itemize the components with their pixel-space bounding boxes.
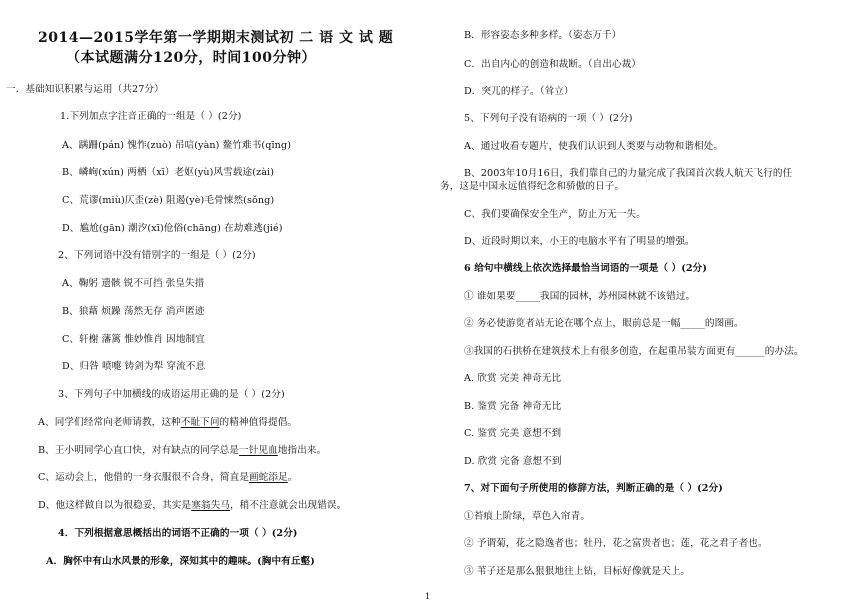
question-6-option-c: C. 鉴赏 完美 意想不到 — [464, 428, 562, 439]
question-2-option-d: D、归咎 喷嚏 铸剑为犁 穿流不息 — [62, 361, 206, 372]
question-1-stem: 1.下列加点字注音正确的一组是（ ）(2分) — [60, 111, 242, 122]
question-3-option-d: D、他这样做自以为很稳妥，其实是塞翁失马，稍不注意就会出现错误。 — [38, 500, 347, 511]
question-6-option-a: A. 欣赏 完美 神奇无比 — [464, 373, 562, 384]
question-5-option-b-line1: B、2003年10月16日，我们靠自己的力量完成了我国首次载人航天飞行的任 — [464, 168, 793, 179]
question-6-sentence-1: ① 谁如果要_____我国的园林，苏州园林就不该错过。 — [464, 291, 696, 302]
question-2-option-c: C、轩榭 藩篱 惟妙惟肖 因地制宜 — [62, 334, 205, 345]
page-number: 1 — [425, 592, 431, 601]
underlined-idiom: 不耻下问 — [180, 417, 220, 428]
underlined-idiom: 塞翁失马 — [191, 500, 230, 511]
section-heading: 一．基础知识积累与运用（共27分） — [6, 84, 164, 95]
question-7-sentence-2: ② 予谓菊，花之隐逸者也；牡丹，花之富贵者也；莲，花之君子者也。 — [464, 538, 768, 549]
question-3-option-b: B、王小明同学心直口快，对有缺点的同学总是一针见血地指出来。 — [38, 445, 327, 456]
question-5-option-a: A、通过收看专题片，使我们认识到人类要与动物和谐相处。 — [464, 141, 724, 152]
question-6-sentence-3: ③我国的石拱桥在建筑技术上有很多创造，在起重吊装方面更有______的办法。 — [464, 346, 804, 357]
question-5-option-c: C、我们要确保安全生产，防止万无一失。 — [464, 209, 646, 220]
question-1-option-d: D、尴尬(gān) 潮汐(xī)伧俗(chāng) 在劫难逃(jié) — [62, 223, 283, 234]
question-2-option-b: B、狼藉 烦躁 荡然无存 消声匿迹 — [62, 306, 205, 317]
underlined-idiom: 画蛇添足 — [249, 472, 288, 483]
question-2-option-a: A、鞠躬 遗骸 锐不可挡 张皇失措 — [62, 278, 205, 289]
underlined-idiom: 一针见血 — [239, 445, 278, 456]
question-7-sentence-3: ③ 苇子还是那么狠狠地往上钻，目标好像就是天上。 — [464, 566, 691, 577]
question-1-option-c: C、荒谬(miù)仄歪(zè) 阻遏(yè)毛骨悚然(sǒng) — [62, 195, 275, 206]
question-7-sentence-1: ①苔痕上阶绿，草色入帘青。 — [464, 511, 591, 522]
question-4-option-a: A．胸怀中有山水风景的形象，深知其中的趣味。(胸中有丘壑) — [46, 556, 315, 567]
question-3-option-a: A、同学们经常向老师请教，这种不耻下问的精神值得提倡。 — [38, 417, 298, 428]
question-4-option-d: D．突兀的样子。（耸立） — [464, 86, 574, 97]
question-2-stem: 2、下列词语中没有错别字的一组是（ ）(2分) — [58, 250, 256, 261]
question-5-stem: 5、下列句子没有语病的一项（ ）(2分) — [464, 113, 633, 124]
question-7-stem: 7、对下面句子所使用的修辞方法，判断正确的是（ ）(2分) — [464, 483, 723, 494]
question-1-option-a: A、蹒跚(pán) 愧怍(zuò) 吊唁(yàn) 鳌竹难书(qīng) — [62, 140, 292, 151]
question-4-option-b: B．形容姿态多种多样。（姿态万千） — [464, 30, 622, 41]
question-3-stem: 3、下列句子中加横线的成语运用正确的是（ ）(2分) — [58, 389, 285, 400]
question-6-option-b: B. 鉴赏 完备 神奇无比 — [464, 401, 562, 412]
question-5-option-d: D、近段时期以来，小王的电脑水平有了明显的增强。 — [464, 236, 695, 247]
question-6-stem: 6 给句中横线上依次选择最恰当词语的一项是（ ）(2分) — [464, 263, 707, 274]
question-4-option-c: C．出自内心的创造和裁断。（自出心裁） — [464, 59, 642, 70]
question-5-option-b-line2: 务，这是中国永远值得纪念和骄傲的日子。 — [440, 181, 625, 192]
question-1-option-b: B、嶙峋(xún) 两栖（xī）老妪(yù)风雪载途(zài) — [62, 167, 275, 178]
question-3-option-c: C、运动会上，他借的一身衣服很不合身，简直是画蛇添足。 — [38, 472, 298, 483]
question-4-stem: 4．下列根据意思概括出的词语不正确的一项（ ）(2分) — [58, 528, 298, 539]
question-6-option-d: D. 欣赏 完备 意想不到 — [464, 456, 562, 467]
exam-subtitle: （本试题满分120分，时间100分钟） — [66, 50, 316, 66]
exam-title: 2014—2015学年第一学期期末测试初 二 语 文 试 题 — [38, 30, 394, 46]
question-6-sentence-2: ② 务必使游览者站无论在哪个点上，眼前总是一幅_____的图画。 — [464, 318, 744, 329]
